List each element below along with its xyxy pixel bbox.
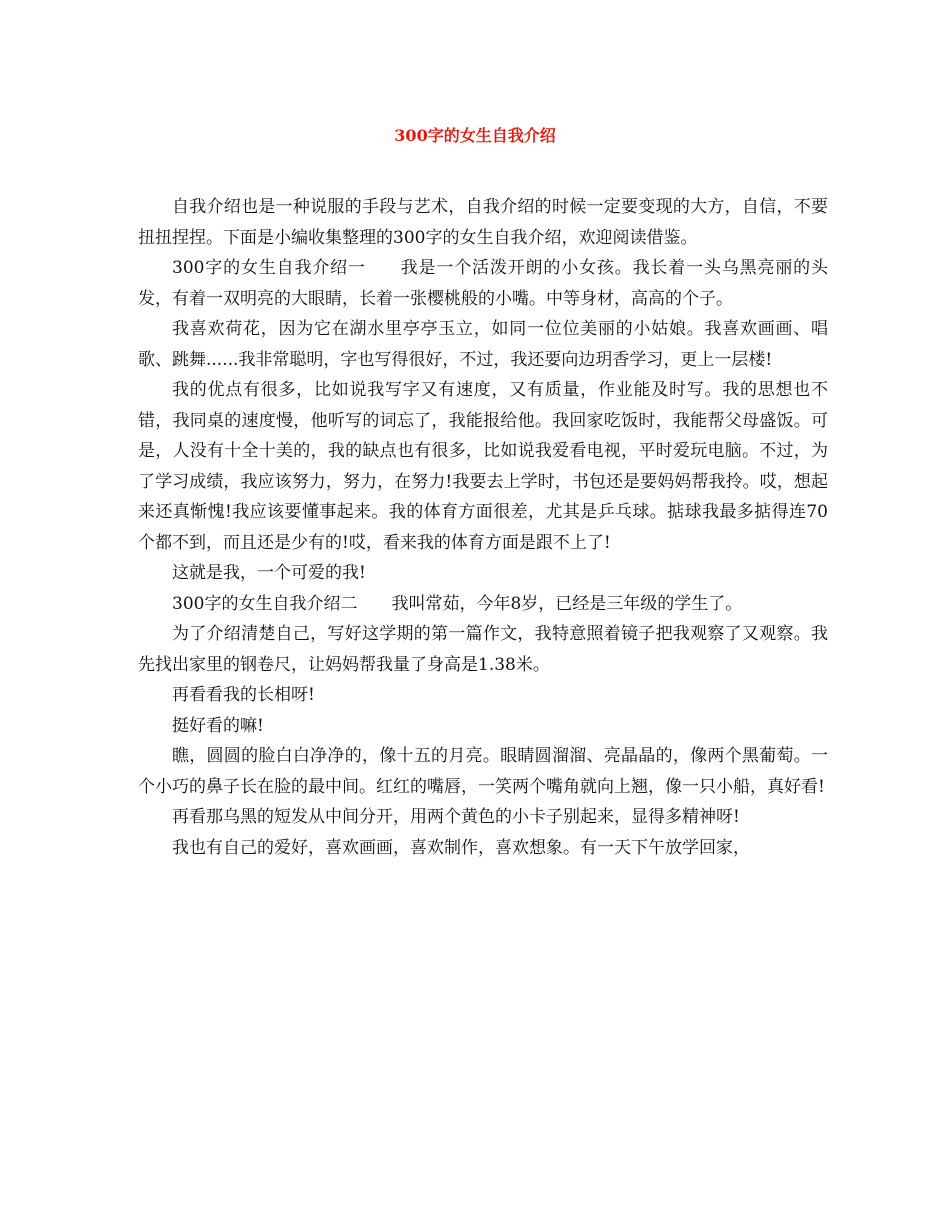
- paragraph-section-two: [138, 589, 828, 620]
- document-body: [138, 192, 828, 863]
- paragraph-text: 再看看我的长相呀!: [172, 685, 315, 705]
- paragraph-text: 我喜欢荷花，因为它在湖水里亭亭玉立，如同一位位美丽的小姑娘。我喜欢画画、唱歌、跳舞......我非常聪明，字也写得很好，不过，我还要向边玥香学习，更上一层楼!: [138, 319, 828, 370]
- paragraph-text: 自我介绍也是一种说服的手段与艺术，自我介绍的时候一定要变现的大方，自信，不要扭扭捏捏。下面是小编收集整理的300字的女生自我介绍，欢迎阅读借鉴。: [138, 197, 828, 248]
- paragraph: [138, 375, 828, 558]
- paragraph-section-one: [138, 253, 828, 314]
- paragraph: [138, 741, 828, 802]
- paragraph: [138, 802, 828, 833]
- paragraph-intro: [138, 192, 828, 253]
- paragraph-text: 挺好看的嘛!: [172, 715, 264, 736]
- section-heading: 300字的女生自我介绍一: [172, 258, 366, 278]
- paragraph-text: 我也有自己的爱好，喜欢画画，喜欢制作，喜欢想象。有一天下午放学回家，: [172, 837, 750, 858]
- paragraph-text: 我叫常茹，今年8岁，已经是三年级的学生了。: [391, 593, 743, 614]
- paragraph: [138, 680, 828, 711]
- paragraph: [138, 833, 828, 864]
- paragraph-text: 这就是我，一个可爱的我!: [172, 563, 366, 583]
- paragraph-text: 再看那乌黑的短发从中间分开，用两个黄色的小卡子别起来，显得多精神呀!: [172, 807, 740, 827]
- paragraph: [138, 619, 828, 680]
- paragraph: [138, 558, 828, 589]
- paragraph: [138, 314, 828, 375]
- paragraph-text: 我是一个活泼开朗的小女孩。我长着一头乌黑亮丽的头发，有着一双明亮的大眼睛，长着一张樱桃般的小嘴。中等身材，高高的个子。: [138, 258, 828, 309]
- paragraph-text: 我的优点有很多，比如说我写字又有速度，又有质量，作业能及时写。我的思想也不错，我同桌的速度慢，他听写的词忘了，我能报给他。我回家吃饭时，我能帮父母盛饭。可是，人没有十全十美的，我的缺点也有很多，比如说我爱看电视，平时爱玩电脑。不过，为了学习成绩，我应该努力，努力，在努力!我要去上学时，书包还是要妈妈帮我拎。哎，想起来还真惭愧!我应该要懂事起来。我的体育方面很差，尤其是乒乓球。掂球我最多掂得连70个都不到，而且还是少有的!哎，看来我的体育方面是跟不上了!: [138, 380, 828, 553]
- section-heading: 300字的女生自我介绍二: [172, 593, 358, 614]
- paragraph: [138, 711, 828, 742]
- document-title: 300字的女生自我介绍: [394, 126, 556, 145]
- paragraph-text: 为了介绍清楚自己，写好这学期的第一篇作文，我特意照着镜子把我观察了又观察。我先找出家里的钢卷尺，让妈妈帮我量了身高是1.38米。: [138, 624, 828, 675]
- paragraph-text: 瞧，圆圆的脸白白净净的，像十五的月亮。眼睛圆溜溜、亮晶晶的，像两个黑葡萄。一个小巧的鼻子长在脸的最中间。红红的嘴唇，一笑两个嘴角就向上翘，像一只小船，真好看!: [138, 746, 828, 797]
